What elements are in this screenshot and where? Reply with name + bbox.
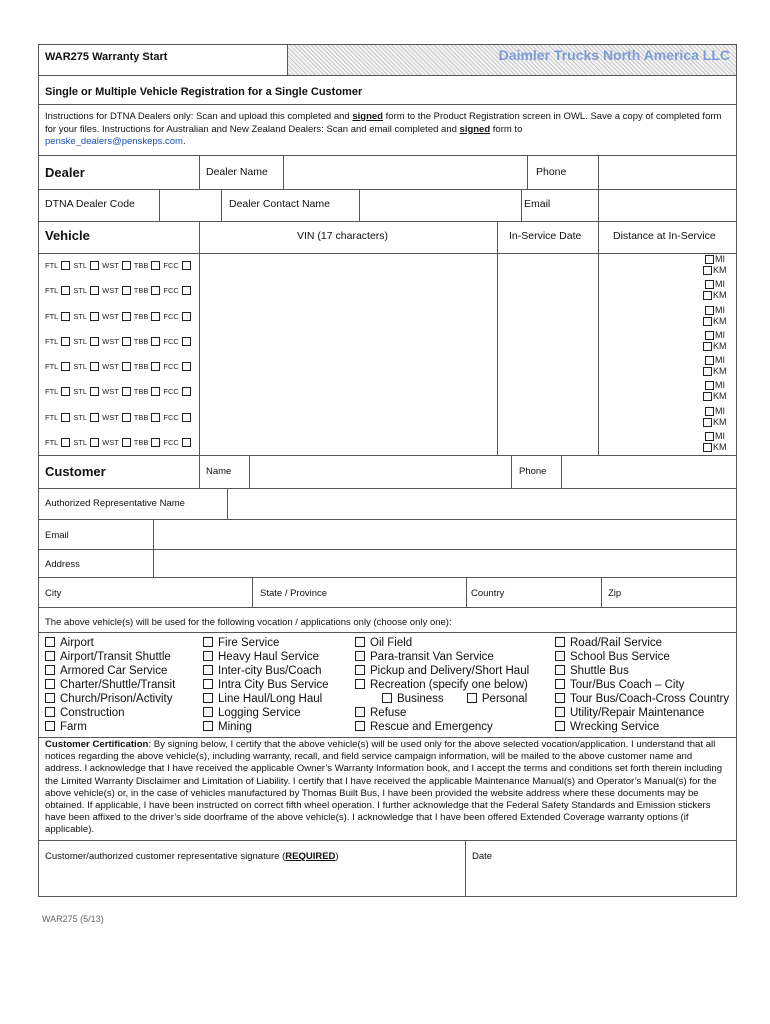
in-service-date-field[interactable] [498, 405, 597, 430]
checkbox[interactable] [555, 693, 565, 703]
vehicle-type-label: STL [73, 387, 88, 397]
vehicle-type-checkbox[interactable] [151, 337, 160, 346]
vehicle-type-checkbox[interactable] [151, 413, 160, 422]
vin-field[interactable] [200, 430, 496, 455]
unit-checkbox[interactable] [705, 381, 714, 390]
customer-name-label: Name [206, 466, 232, 477]
customer-address-field[interactable] [154, 550, 735, 577]
vehicle-type-label: FTL [45, 387, 59, 397]
unit-checkbox[interactable] [705, 432, 714, 441]
vehicle-type-label: WST [102, 387, 119, 397]
vehicle-type-checkbox[interactable] [122, 286, 131, 295]
vehicle-type-checkbox[interactable] [151, 438, 160, 447]
unit-checkbox[interactable] [703, 342, 712, 351]
penske-email-link[interactable]: penske_dealers@penskeps.com [45, 136, 183, 147]
vehicle-type-checkbox[interactable] [151, 387, 160, 396]
vehicle-type-label: FTL [45, 286, 59, 296]
vocation-label: Tour Bus/Coach-Cross Country [570, 693, 730, 705]
vin-field[interactable] [200, 329, 496, 354]
unit-label: KM [713, 416, 727, 427]
distance-unit-options [703, 330, 727, 352]
zip-label: Zip [608, 588, 622, 599]
checkbox[interactable] [45, 721, 55, 731]
vocation-label: Airport [60, 637, 94, 649]
vocation-option[interactable] [355, 664, 529, 678]
vocation-label: Intra City Bus Service [218, 679, 329, 691]
vehicle-type-checkbox[interactable] [182, 438, 191, 447]
vehicle-type-checkbox[interactable] [151, 362, 160, 371]
vocation-option[interactable] [555, 650, 729, 664]
vocation-label: Line Haul/Long Haul [218, 693, 323, 705]
vehicle-type-checkbox[interactable] [90, 413, 99, 422]
vehicle-type-checkbox[interactable] [90, 337, 99, 346]
vocation-label: Para-transit Van Service [370, 651, 494, 663]
vocation-option[interactable] [355, 650, 529, 664]
vin-field[interactable] [200, 253, 496, 278]
checkbox[interactable] [203, 707, 213, 717]
checkbox[interactable] [555, 707, 565, 717]
vocation-column-2 [203, 636, 329, 734]
vocation-column-4 [555, 636, 729, 734]
checkbox[interactable] [555, 651, 565, 661]
customer-section-label: Customer [45, 464, 106, 479]
vehicle-type-label: FCC [163, 286, 179, 296]
unit-label: MI [715, 254, 725, 264]
vocation-label: Airport/Transit Shuttle [60, 651, 171, 663]
vin-field[interactable] [200, 379, 496, 404]
vehicle-type-checkbox[interactable] [122, 261, 131, 270]
distance-unit-options [703, 406, 727, 428]
vocation-option[interactable] [555, 636, 729, 650]
vehicle-type-checkbox[interactable] [122, 438, 131, 447]
in-service-date-field[interactable] [498, 379, 597, 404]
warranty-form [38, 44, 737, 897]
vehicle-type-label: FCC [163, 437, 179, 447]
unit-checkbox[interactable] [705, 407, 714, 416]
vehicle-type-checkbox[interactable] [151, 261, 160, 270]
form-id: WAR275 Warranty Start [45, 51, 168, 63]
checkbox[interactable] [355, 721, 365, 731]
vehicle-type-checkbox[interactable] [182, 387, 191, 396]
vocation-label: Recreation (specify one below) [370, 679, 528, 691]
unit-label: KM [713, 315, 727, 326]
vehicle-type-checkbox[interactable] [182, 261, 191, 270]
vocation-label: Road/Rail Service [570, 637, 663, 649]
customer-name-field[interactable] [250, 456, 510, 487]
vehicle-type-checkbox[interactable] [151, 286, 160, 295]
instructions: Instructions for DTNA Dealers only: Scan and upload this completed and signed form to the Product Registration screen in OWL. Save a copy of completed form for your files. Instructions for Australian and New Zealand Dealers: Scan and email completed and signed form to penske_dealers@penskeps.com. [45, 111, 722, 147]
recreation-sub-options [355, 692, 529, 706]
unit-label: MI [715, 329, 725, 340]
vehicle-type-label: FTL [45, 412, 59, 422]
vehicle-type-checkbox[interactable] [61, 337, 70, 346]
vehicle-type-label: FTL [45, 336, 59, 346]
vehicle-type-label: TBB [133, 362, 149, 371]
checkbox[interactable] [203, 665, 213, 675]
vehicle-type-label: WST [102, 437, 119, 447]
vehicle-type-checkbox[interactable] [90, 387, 99, 396]
vocation-label: School Bus Service [570, 651, 670, 663]
vocation-label: Refuse [370, 707, 407, 719]
vehicle-type-checkbox[interactable] [61, 387, 70, 396]
vehicle-type-label: FCC [163, 336, 179, 346]
distance-unit-options [703, 305, 727, 327]
checkbox[interactable] [555, 637, 565, 647]
in-service-date-field[interactable] [498, 304, 597, 329]
vocation-label: Fire Service [218, 637, 280, 649]
in-service-date-field[interactable] [498, 354, 597, 379]
vocation-option[interactable] [45, 650, 175, 664]
vehicle-type-label: TBB [133, 336, 149, 346]
vocation-option[interactable] [555, 664, 729, 678]
vocation-option[interactable] [45, 678, 175, 692]
unit-checkbox[interactable] [705, 306, 714, 315]
signature-label: Customer/authorized customer representative signature (REQUIRED) [45, 851, 339, 862]
customer-email-label: Email [45, 530, 69, 541]
dealer-name-field[interactable] [284, 156, 526, 188]
vocation-label: Inter-city Bus/Coach [218, 665, 322, 677]
vehicle-type-label: TBB [133, 412, 149, 422]
vocation-label: Construction [60, 707, 125, 719]
unit-label: MI [715, 304, 725, 315]
vehicle-type-label: FCC [163, 362, 179, 371]
distance-unit-options [703, 380, 727, 402]
dealer-section-label: Dealer [45, 165, 85, 180]
customer-phone-label: Phone [519, 466, 547, 477]
vehicle-type-label: FTL [45, 311, 59, 321]
vehicle-type-label: STL [73, 311, 88, 321]
checkbox[interactable] [355, 665, 365, 675]
distance-unit-options [703, 279, 727, 301]
option-business[interactable]: Business [382, 693, 444, 705]
dtna-dealer-code-field[interactable] [160, 190, 220, 220]
vocation-label: Logging Service [218, 707, 301, 719]
customer-email-field[interactable] [154, 520, 735, 548]
vehicle-type-checkbox[interactable] [182, 312, 191, 321]
vehicle-type-checkbox[interactable] [90, 286, 99, 295]
checkbox[interactable] [203, 637, 213, 647]
customer-certification: Customer Certification: By signing below, I certify that the above vehicle(s) will be used only for the above selected vocation/application. I understand that all notices regarding the above vehicle(s), including warranty, recall, and field service campaign information, will be mailed to the above customer name and address. I acknowledge that I have received the applicable Owner’s Warranty Information book, and I accept the terms and conditions set forth therein including the Limited Warranty Disclaimer and Limitation of Liability. I certify that I have received the applicable Maintenance Manual(s) and Operator’s Manual(s) for the above vehicle(s) or, in the case of vehicles manufactured by Thomas Built Bus, I have been provided the website address where these documents may be obtained. If applicable, I have been instructed on correct fifth wheel operation. I further acknowledge that the Federal Safety Standards and Emission stickers have been affixed to the driver’s side doorframe of the above vehicle(s). I acknowledge that I have been offered Extended Coverage warranty options (if applicable). [45, 739, 723, 836]
vocation-option[interactable] [45, 664, 175, 678]
unit-checkbox[interactable] [703, 443, 712, 452]
customer-address-label: Address [45, 559, 80, 570]
vehicle-type-options [39, 430, 199, 455]
vehicle-type-label: STL [73, 437, 88, 447]
checkbox[interactable] [45, 693, 55, 703]
unit-checkbox[interactable] [703, 367, 712, 376]
unit-checkbox[interactable] [703, 291, 712, 300]
checkbox[interactable] [45, 707, 55, 717]
checkbox[interactable] [203, 651, 213, 661]
dealer-contact-field[interactable] [360, 190, 520, 220]
vocation-column-3 [355, 636, 529, 734]
unit-label: MI [715, 279, 725, 290]
vocation-option[interactable] [555, 720, 729, 734]
vocation-option[interactable] [355, 706, 529, 720]
vehicle-type-checkbox[interactable] [61, 286, 70, 295]
distance-label: Distance at In-Service [613, 230, 716, 242]
checkbox[interactable] [467, 693, 477, 703]
vin-label: VIN (17 characters) [297, 230, 389, 242]
unit-checkbox[interactable] [703, 418, 712, 427]
vehicle-type-label: WST [102, 362, 119, 371]
vehicle-type-label: STL [73, 412, 88, 422]
vocation-option[interactable] [203, 706, 329, 720]
unit-label: MI [715, 405, 725, 416]
vehicle-type-options [39, 253, 199, 278]
vehicle-type-label: TBB [133, 261, 149, 270]
unit-checkbox[interactable] [705, 331, 714, 340]
vehicle-type-label: FTL [45, 261, 59, 270]
unit-label: MI [715, 430, 725, 441]
unit-label: KM [713, 340, 727, 351]
vehicle-type-label: FTL [45, 437, 59, 447]
vehicle-type-checkbox[interactable] [182, 362, 191, 371]
vocation-option[interactable] [355, 678, 529, 692]
checkbox[interactable] [203, 679, 213, 689]
vocation-option[interactable] [45, 692, 175, 706]
in-service-date-field[interactable] [498, 329, 597, 354]
checkbox[interactable] [203, 693, 213, 703]
vocation-option[interactable] [203, 664, 329, 678]
state-label: State / Province [260, 588, 328, 599]
company-name: Daimler Trucks North America LLC [498, 47, 730, 63]
vin-field[interactable] [200, 278, 496, 303]
unit-checkbox[interactable] [703, 392, 712, 401]
checkbox[interactable] [382, 693, 392, 703]
vocation-column-1 [45, 636, 175, 734]
vehicle-type-label: FCC [163, 412, 179, 422]
dtna-dealer-code-label: DTNA Dealer Code [45, 198, 135, 210]
checkbox[interactable] [45, 665, 55, 675]
vocation-intro: The above vehicle(s) will be used for the following vocation / applications only (choose only one): [45, 617, 452, 628]
vocation-label: Tour/Bus Coach – City [570, 679, 685, 691]
checkbox[interactable] [355, 637, 365, 647]
unit-checkbox[interactable] [703, 317, 712, 326]
checkbox[interactable] [45, 651, 55, 661]
dealer-email-label: Email [524, 198, 551, 210]
checkbox[interactable] [45, 679, 55, 689]
unit-checkbox[interactable] [705, 356, 714, 365]
unit-label: KM [713, 265, 727, 275]
vehicle-type-label: TBB [133, 387, 149, 397]
vocation-label: Pickup and Delivery/Short Haul [370, 665, 530, 677]
vehicle-type-label: STL [73, 336, 88, 346]
distance-unit-options [703, 254, 727, 276]
vin-field[interactable] [200, 354, 496, 379]
vocation-option[interactable] [203, 678, 329, 692]
vehicle-type-checkbox[interactable] [182, 286, 191, 295]
vehicle-type-label: FCC [163, 261, 179, 270]
vehicle-type-options [39, 379, 199, 404]
vehicle-type-options [39, 329, 199, 354]
checkbox[interactable] [355, 651, 365, 661]
vehicle-type-label: WST [102, 261, 119, 270]
unit-label: KM [713, 290, 727, 301]
vehicle-type-label: STL [73, 286, 88, 296]
vehicle-type-checkbox[interactable] [151, 312, 160, 321]
customer-phone-field[interactable] [562, 456, 735, 487]
in-service-date-field[interactable] [498, 430, 597, 455]
vehicle-type-checkbox[interactable] [90, 438, 99, 447]
unit-checkbox[interactable] [705, 255, 714, 264]
vehicle-type-label: TBB [133, 437, 149, 447]
vocation-label: Rescue and Emergency [370, 721, 493, 733]
vocation-option[interactable] [555, 692, 729, 706]
vehicle-type-label: WST [102, 286, 119, 296]
vehicle-type-label: WST [102, 336, 119, 346]
unit-label: KM [713, 391, 727, 402]
vocation-label: Wrecking Service [570, 721, 660, 733]
vocation-option[interactable] [203, 692, 329, 706]
vehicle-type-checkbox[interactable] [122, 337, 131, 346]
vocation-option[interactable] [203, 650, 329, 664]
vehicle-type-label: WST [102, 311, 119, 321]
vehicle-type-checkbox[interactable] [61, 261, 70, 270]
in-service-date-label: In-Service Date [509, 230, 582, 242]
vehicle-type-checkbox[interactable] [90, 261, 99, 270]
vocation-option[interactable] [45, 720, 175, 734]
vehicle-type-label: WST [102, 412, 119, 422]
distance-unit-options [703, 355, 727, 377]
city-label: City [45, 588, 62, 599]
vehicle-type-checkbox[interactable] [90, 362, 99, 371]
unit-checkbox[interactable] [703, 266, 712, 275]
vehicle-type-checkbox[interactable] [122, 362, 131, 371]
vocation-option[interactable] [555, 706, 729, 720]
checkbox[interactable] [45, 637, 55, 647]
vocation-label: Armored Car Service [60, 665, 168, 677]
dealer-phone-field[interactable] [599, 156, 735, 188]
date-label: Date [472, 851, 493, 862]
vocation-option[interactable] [355, 636, 529, 650]
vin-field[interactable] [200, 405, 496, 430]
vocation-option[interactable] [203, 720, 329, 734]
in-service-date-field[interactable] [498, 253, 597, 278]
vocation-label: Shuttle Bus [570, 665, 629, 677]
auth-rep-field[interactable] [228, 489, 735, 518]
dealer-name-label: Dealer Name [206, 166, 268, 178]
signature-field[interactable] [40, 841, 464, 896]
auth-rep-label: Authorized Representative Name [45, 498, 185, 509]
vehicle-type-options [39, 405, 199, 430]
form-title: Single or Multiple Vehicle Registration for a Single Customer [45, 86, 363, 98]
unit-label: MI [715, 355, 725, 365]
vehicle-type-options [39, 278, 199, 303]
vocation-option[interactable] [203, 636, 329, 650]
vocation-label: Farm [60, 721, 87, 733]
unit-label: KM [713, 366, 727, 376]
vocation-option[interactable] [555, 678, 729, 692]
distance-unit-options [703, 431, 727, 453]
vehicle-type-options [39, 354, 199, 379]
checkbox[interactable] [555, 679, 565, 689]
dealer-contact-label: Dealer Contact Name [229, 198, 330, 210]
vocation-option[interactable] [45, 636, 175, 650]
vocation-label: Church/Prison/Activity [60, 693, 173, 705]
vocation-label: Utility/Repair Maintenance [570, 707, 705, 719]
in-service-date-field[interactable] [498, 278, 597, 303]
vehicle-type-label: TBB [133, 311, 149, 321]
form-code-footer: WAR275 (5/13) [42, 914, 104, 924]
vehicle-type-checkbox[interactable] [61, 438, 70, 447]
unit-label: KM [713, 441, 727, 452]
vocation-label: Oil Field [370, 637, 413, 649]
vehicle-type-checkbox[interactable] [61, 413, 70, 422]
vehicle-type-checkbox[interactable] [61, 362, 70, 371]
unit-checkbox[interactable] [705, 280, 714, 289]
vehicle-type-checkbox[interactable] [61, 312, 70, 321]
vehicle-type-checkbox[interactable] [182, 337, 191, 346]
date-field[interactable] [466, 841, 735, 896]
vocation-label: Mining [218, 721, 252, 733]
checkbox[interactable] [203, 721, 213, 731]
vocation-label: Charter/Shuttle/Transit [60, 679, 176, 691]
vehicle-type-label: FCC [163, 311, 179, 321]
country-label: Country [471, 588, 505, 599]
checkbox[interactable] [355, 679, 365, 689]
vocation-option[interactable] [355, 720, 529, 734]
vocation-option[interactable] [45, 706, 175, 720]
dealer-email-field[interactable] [599, 190, 735, 220]
vin-field[interactable] [200, 304, 496, 329]
vehicle-type-label: FTL [45, 362, 59, 371]
vehicle-type-checkbox[interactable] [122, 312, 131, 321]
vehicle-type-options [39, 304, 199, 329]
vehicle-type-label: TBB [133, 286, 149, 296]
vehicle-section-label: Vehicle [45, 228, 90, 243]
vehicle-type-checkbox[interactable] [182, 413, 191, 422]
vehicle-type-label: STL [73, 261, 88, 270]
vehicle-type-checkbox[interactable] [122, 413, 131, 422]
dealer-phone-label: Phone [536, 166, 567, 178]
checkbox[interactable] [555, 665, 565, 675]
option-personal[interactable]: Personal [467, 693, 527, 705]
unit-label: MI [715, 380, 725, 391]
vehicle-type-checkbox[interactable] [90, 312, 99, 321]
vehicle-type-checkbox[interactable] [122, 387, 131, 396]
checkbox[interactable] [355, 707, 365, 717]
checkbox[interactable] [555, 721, 565, 731]
vocation-label: Heavy Haul Service [218, 651, 319, 663]
vehicle-type-label: STL [73, 362, 88, 371]
vehicle-type-label: FCC [163, 387, 179, 397]
